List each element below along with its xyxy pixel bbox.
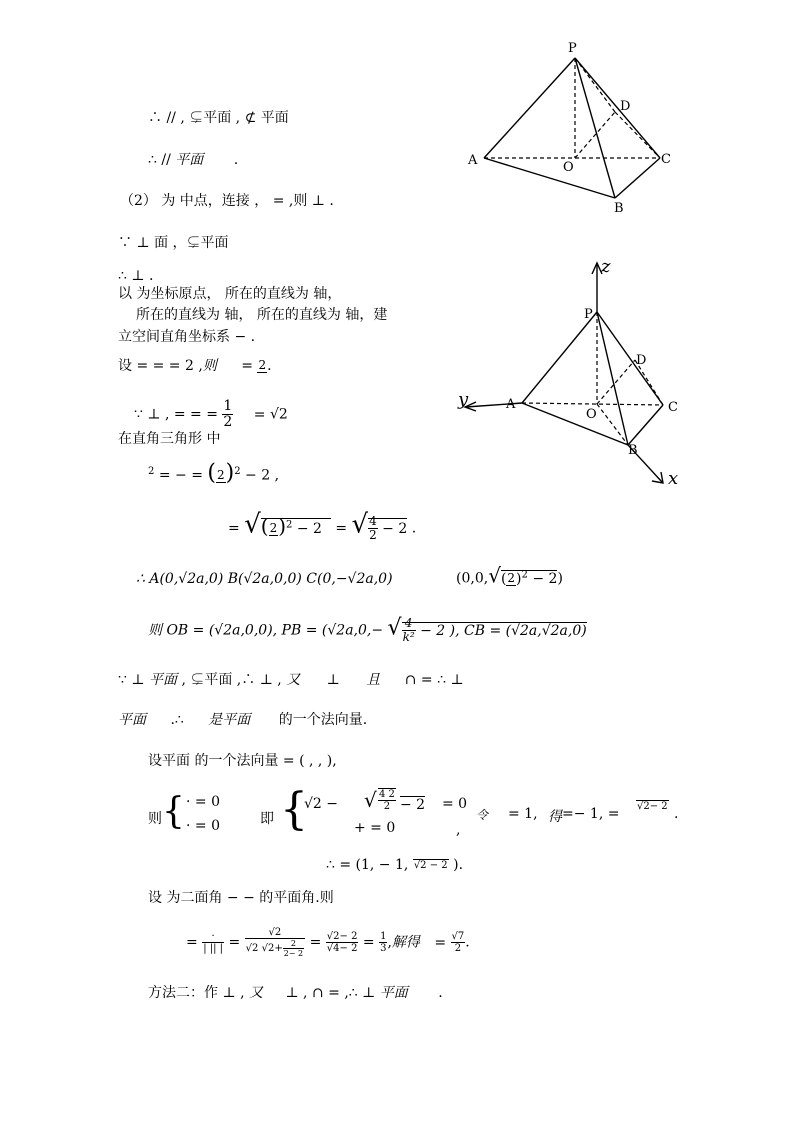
line-because-2-b: =	[253, 406, 266, 423]
fig1-label-a: A	[468, 153, 478, 168]
fig2-label-o: O	[586, 407, 597, 422]
fig2-label-c: C	[668, 400, 678, 415]
line-because-2-a: ∵ ⊥ , = = =	[134, 406, 218, 423]
line-because-2	[134, 399, 288, 430]
line-set-lengths	[118, 357, 272, 375]
line-parallel-2-a: ∴ //	[148, 152, 171, 168]
fig1-label-o: O	[563, 160, 574, 175]
line-sqrt-c: =	[335, 520, 348, 537]
sqrt2-value: √2	[269, 406, 288, 423]
fraction-half: $\frac{1}{2}$	[223, 398, 233, 430]
line-therefore-1: ∴ ⊥ .	[118, 268, 154, 284]
system-equations: 则 { · = 0 · = 0 即 { √2 − √ $\frac{4 2}{2}$ − 2 = 0 + = 0 , 令 = 1, 得 =− 1, = √2− 2 .	[148, 784, 679, 838]
fraction-4: $\frac{4}{2}$	[369, 514, 377, 542]
line-pythag-b: − 2 ,	[245, 467, 280, 484]
line-right-triangle: 在直角三角形 中	[118, 431, 221, 447]
fig1-label-c: C	[661, 152, 671, 167]
line-sqrt-a: =	[228, 520, 240, 537]
fig2-axis-x: x	[668, 468, 679, 489]
line-sqrt-b: − 2	[296, 520, 322, 537]
line-coordinates: ∴ A(0,√2a,0) B(√2a,0,0) C(0,−√2a,0)	[136, 571, 393, 587]
line-cosine: = $\frac{\cdot}{| || |}$ = √2 √2 √2+ $\frac{2}{2- 2}$ = $\frac{√2- 2}{√4- 2}$ = $\frac{1}{3}$ ,解得 = $\frac{√7}{2}$ .	[186, 927, 470, 958]
line-normal-result: ∴ = (1, − 1, √2 − 2 ).	[326, 857, 464, 873]
line-part-2: （2） 为 中点，连接 ， = ,则 ⊥ .	[120, 193, 334, 209]
line-method-2: 方法二：作 ⊥ , 又 ⊥ , ∩ = ,∴ ⊥ 平面 .	[148, 985, 443, 1001]
line-sqrt-d: − 2	[382, 520, 408, 537]
fraction-2-big: 2	[216, 467, 225, 482]
fig2-axis-z: z	[601, 256, 611, 277]
line-dihedral: 设 为二面角 − − 的平面角.则	[148, 890, 334, 906]
fraction-2-over: 2	[258, 358, 267, 372]
fig2-label-p: P	[584, 307, 593, 322]
line-set-normal: 设平面 的一个法向量 = ( , , ),	[148, 753, 337, 769]
line-coord-3: 立空间直角坐标系 − .	[118, 329, 256, 345]
line-vectors: 则 OB = (√2a,0,0), PB = (√2a,0,− √ $\frac{4}{\text{k²}}$ − 2 ), CB = (√2a,√2a,0)	[148, 615, 587, 644]
line-parallel-2	[148, 151, 238, 169]
line-set-lengths-c: =	[241, 358, 253, 374]
line-p-coordinate: (0,0,√( 2 )$^2$ − 2)	[456, 563, 563, 588]
line-because-3: ∵ ⊥ 平面 , ⊊平面 ,∴ ⊥ , 又 ⊥ 且 ∩ = ∴ ⊥	[118, 672, 464, 688]
line-coord-1: 以 为坐标原点， 所在的直线为 轴，	[118, 286, 342, 302]
line-set-lengths-d: .	[267, 358, 272, 374]
line-set-lengths-a: 设 = = = 2 ,	[118, 358, 203, 374]
fig1-label-d: D	[620, 99, 631, 114]
fig1-label-p: P	[568, 41, 577, 56]
line-pythag-a: = − =	[158, 467, 203, 484]
fig2-label-d: D	[636, 353, 647, 368]
fig2-label-a: A	[506, 397, 516, 412]
fig2-axis-y: y	[458, 389, 469, 410]
line-parallel-2-c: .	[233, 152, 239, 168]
line-normal-vector: 平面 .∴ 是平面 的一个法向量.	[118, 712, 368, 728]
line-set-lengths-b: 则	[202, 358, 217, 374]
line-sqrt: = √( 2 )$^2$ − 2 = √ $\frac{4}{2}$ − 2 .	[228, 509, 417, 542]
line-coord-2: 所在的直线为 轴， 所在的直线为 轴，建	[136, 307, 388, 323]
line-because-1: ∵ ⊥ 面 ，⊊平面	[118, 235, 229, 251]
line-sqrt-e: .	[411, 520, 417, 537]
line-pythag: $^2$ = − = ( 2 )$^2$ − 2 ,	[148, 460, 280, 486]
fraction-4-k: $\frac{4}{\text{k²}}$	[402, 616, 415, 644]
line-parallel-2-b: 平面	[175, 152, 204, 168]
fig2-label-b: B	[628, 443, 638, 458]
fig1-label-b: B	[614, 201, 624, 216]
line-parallel-1: ∴ // , ⊊平面 , ⊄ 平面	[148, 110, 289, 126]
